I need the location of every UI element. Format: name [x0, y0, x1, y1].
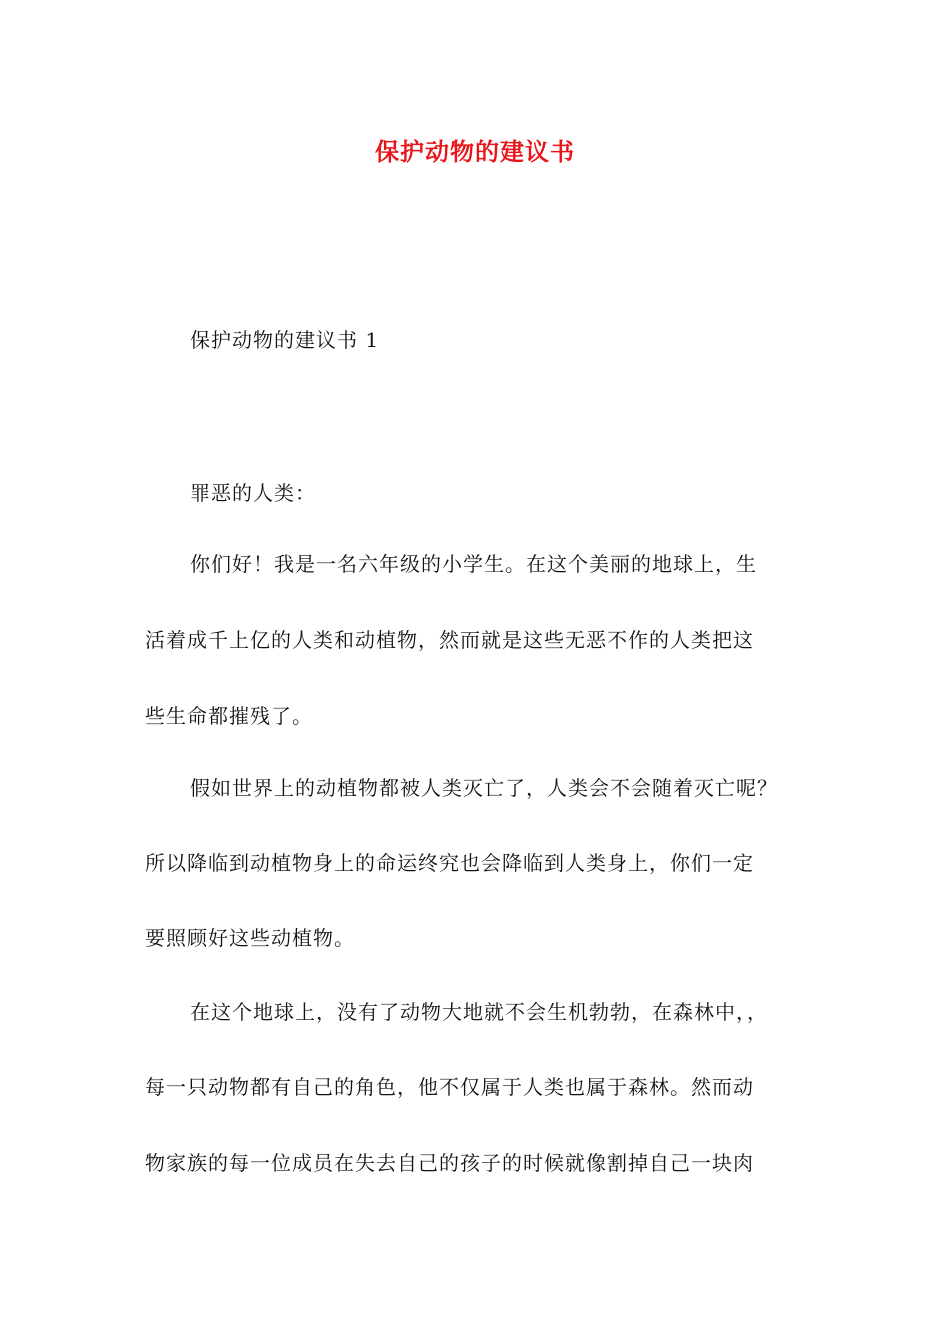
paragraph-3-line-2: 每一只动物都有自己的角色，他不仅属于人类也属于森林。然而动: [145, 1075, 754, 1099]
paragraph-3-line-3: 物家族的每一位成员在失去自己的孩子的时候就像割掉自己一块肉: [145, 1151, 754, 1175]
paragraph-1-line-1: 你们好！我是一名六年级的小学生。在这个美丽的地球上，生: [190, 552, 757, 576]
paragraph-2-line-2: 所以降临到动植物身上的命运终究也会降临到人类身上，你们一定: [145, 851, 754, 875]
paragraph-2-line-1: 假如世界上的动植物都被人类灭亡了，人类会不会随着灭亡呢？: [190, 776, 778, 800]
subtitle: 保护动物的建议书 1: [190, 328, 380, 352]
salutation: 罪恶的人类：: [190, 481, 316, 505]
paragraph-3-line-1: 在这个地球上，没有了动物大地就不会生机勃勃，在森林中，，: [190, 1000, 768, 1024]
paragraph-2-line-3: 要照顾好这些动植物。: [145, 926, 355, 950]
document-title: 保护动物的建议书: [375, 137, 575, 166]
paragraph-1-line-3: 些生命都摧残了。: [145, 704, 313, 728]
paragraph-1-line-2: 活着成千上亿的人类和动植物，然而就是这些无恶不作的人类把这: [145, 628, 754, 652]
